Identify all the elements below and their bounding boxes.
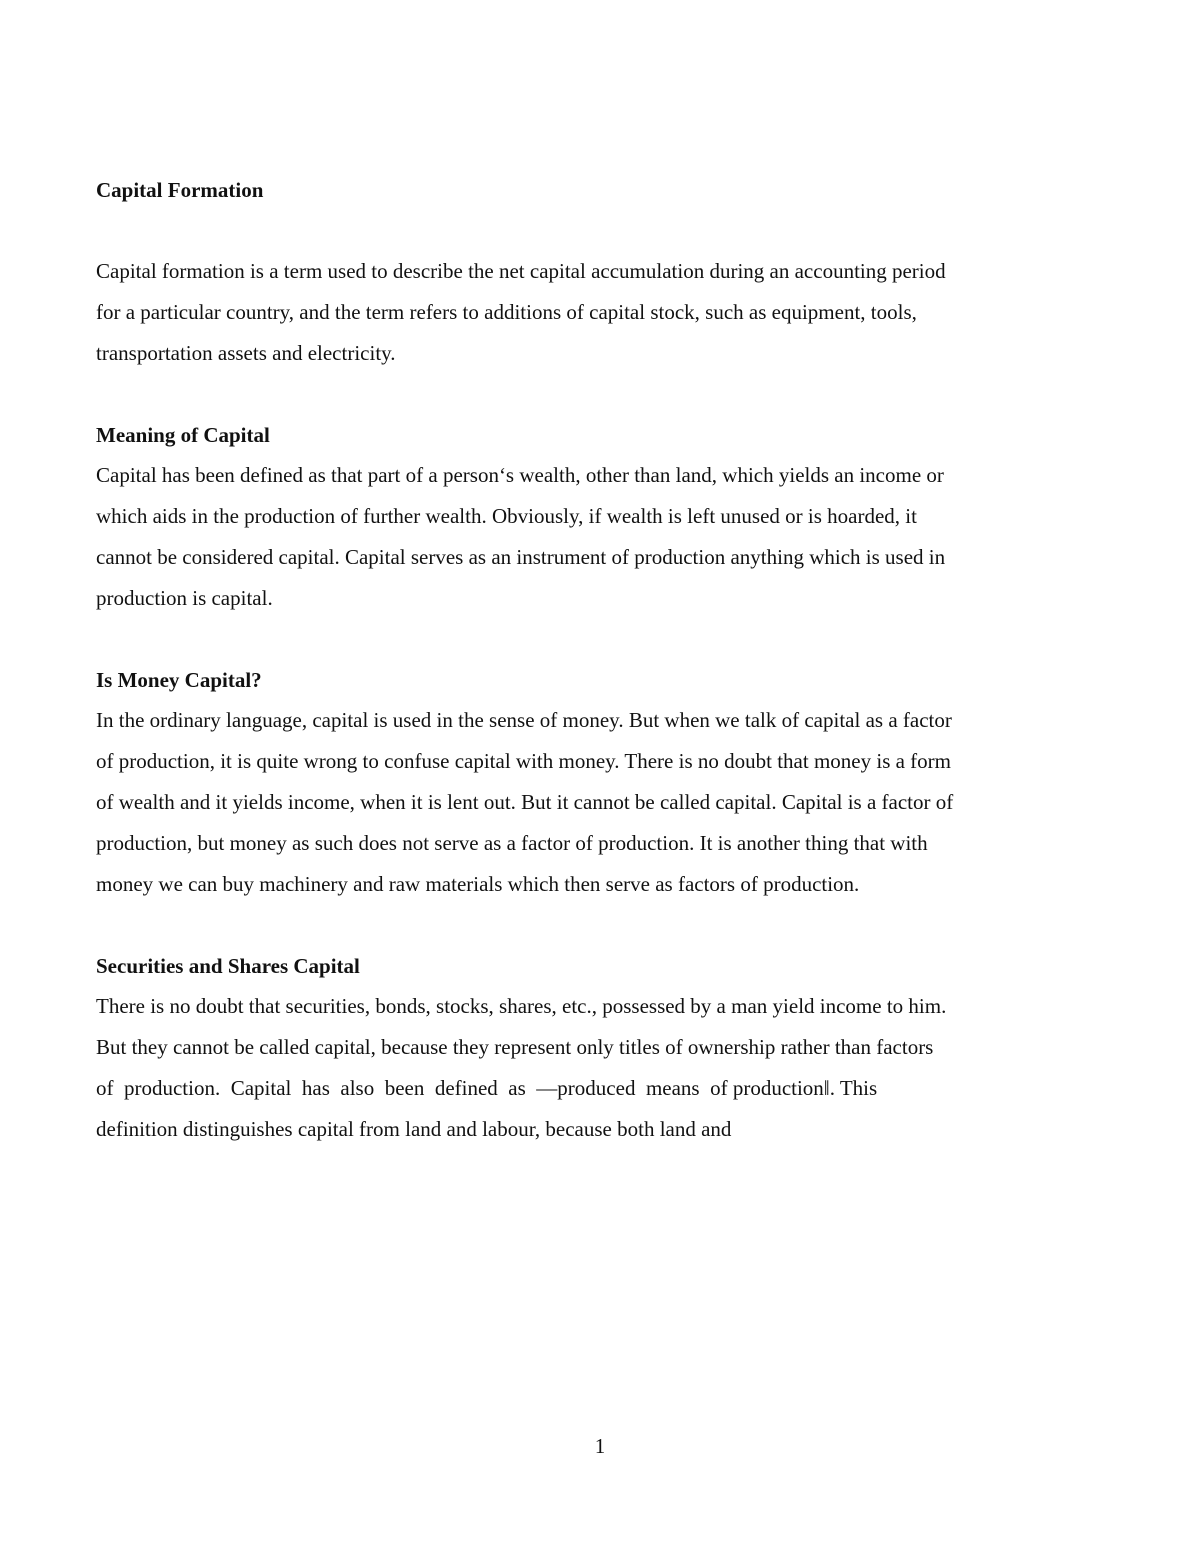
spacer (96, 374, 1061, 415)
section-heading: Securities and Shares Capital (96, 954, 360, 978)
paragraph-line: of wealth and it yields income, when it is lent out. But it cannot be called capital. Capital is a factor of (96, 790, 954, 814)
intro-paragraph (96, 251, 1061, 374)
spacer (96, 210, 1061, 251)
paragraph-line: production is capital. (96, 586, 273, 610)
section-heading: Meaning of Capital (96, 423, 270, 447)
paragraph-line: for a particular country, and the term refers to additions of capital stock, such as equipment, tools, (96, 300, 917, 324)
paragraph-line: money we can buy machinery and raw materials which then serve as factors of production. (96, 872, 860, 896)
paragraph-line: which aids in the production of further wealth. Obviously, if wealth is left unused or is hoarded, it (96, 504, 917, 528)
paragraph-line: production, but money as such does not serve as a factor of production. It is another thing that with (96, 831, 928, 855)
paragraph-line: transportation assets and electricity. (96, 341, 396, 365)
page-number: 1 (594, 1434, 606, 1458)
paragraph-line: of production, it is quite wrong to confuse capital with money. There is no doubt that money is a form (96, 749, 952, 773)
section-meaning-of-capital (96, 415, 1061, 619)
document-title: Capital Formation (96, 178, 264, 202)
paragraph-line: Capital formation is a term used to describe the net capital accumulation during an accounting period (96, 259, 946, 283)
paragraph-line: In the ordinary language, capital is used in the sense of money. But when we talk of capital as a factor (96, 708, 952, 732)
paragraph-line: But they cannot be called capital, because they represent only titles of ownership rather than factors (96, 1035, 934, 1059)
paragraph-line: of production. Capital has also been defined as ―produced means of productionǁ. This (96, 1076, 878, 1100)
paragraph-line: definition distinguishes capital from land and labour, because both land and (96, 1117, 732, 1141)
spacer (96, 619, 1061, 660)
paragraph-line: There is no doubt that securities, bonds, stocks, shares, etc., possessed by a man yield income to him. (96, 994, 947, 1018)
spacer (96, 905, 1061, 946)
paragraph-line: Capital has been defined as that part of a person‘s wealth, other than land, which yields an income or (96, 463, 944, 487)
section-heading: Is Money Capital? (96, 668, 262, 692)
section-securities-and-shares-capital (96, 946, 1061, 1150)
paragraph-line: cannot be considered capital. Capital serves as an instrument of production anything which is used in (96, 545, 946, 569)
document-body (96, 170, 1061, 1150)
section-is-money-capital (96, 660, 1061, 905)
